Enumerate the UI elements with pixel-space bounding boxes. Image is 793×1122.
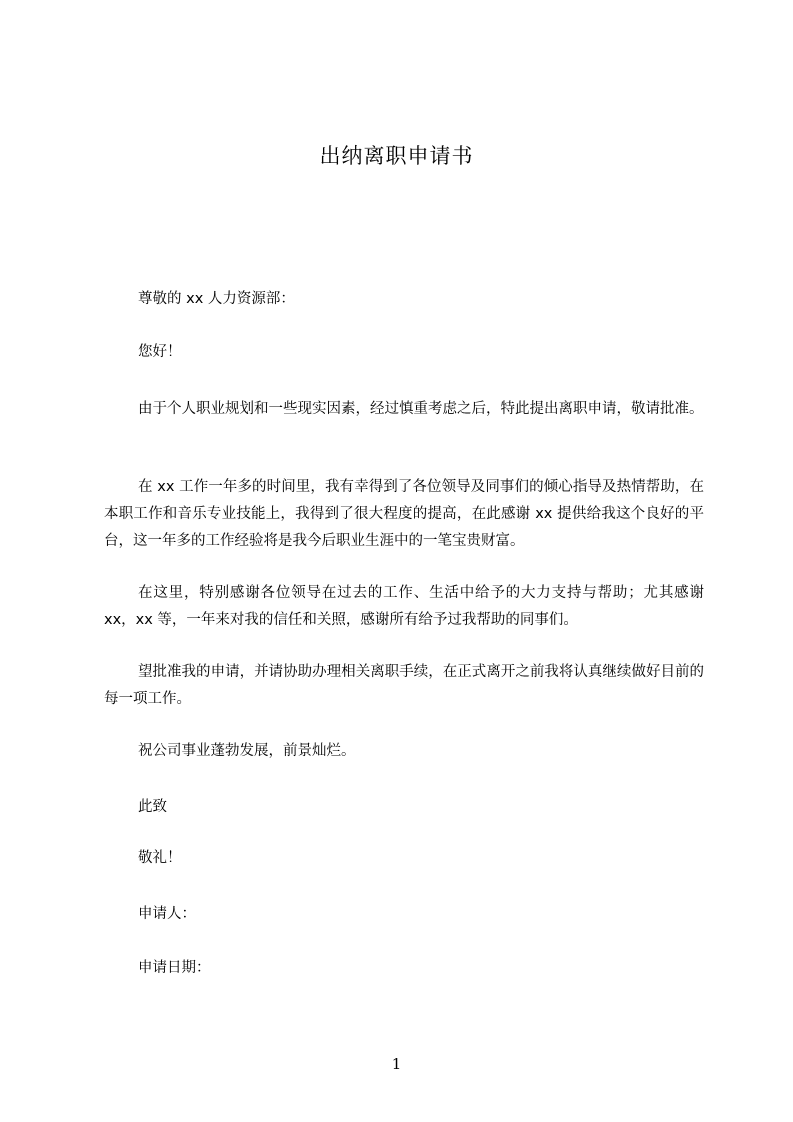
- greeting-line: 您好！: [138, 344, 182, 360]
- applicant-label: 申请人：: [138, 906, 196, 922]
- application-date-label: 申请日期：: [138, 960, 211, 976]
- body-paragraph: 在这里，特别感谢各位领导在过去的工作、生活中给予的大力支持与帮助；尤其感谢 xx，xx 等，一年来对我的信任和关照，感谢所有给予过我帮助的同事们。: [104, 585, 704, 628]
- body-paragraph: 由于个人职业规划和一些现实因素，经过慎重考虑之后，特此提出离职申请，敬请批准。: [138, 401, 704, 417]
- body-paragraph: 望批准我的申请，并请协助办理相关离职手续，在正式离开之前我将认真继续做好目前的每一项工作。: [104, 664, 704, 707]
- salutation-line: 尊敬的 xx 人力资源部：: [138, 291, 295, 307]
- closing-phrase: 此致: [138, 799, 167, 815]
- body-paragraph: 祝公司事业蓬勃发展，前景灿烂。: [138, 743, 356, 759]
- closing-salute: 敬礼！: [138, 850, 182, 866]
- body-paragraph: 在 xx 工作一年多的时间里，我有幸得到了各位领导及同事们的倾心指导及热情帮助，在本职工作和音乐专业技能上，我得到了很大程度的提高，在此感谢 xx 提供给我这个良好的平台，这一年多的工作经验将是我今后职业生涯中的一笔宝贵财富。: [104, 479, 704, 549]
- document-title: 出纳离职申请书: [319, 144, 474, 168]
- page-number: 1: [391, 1055, 402, 1073]
